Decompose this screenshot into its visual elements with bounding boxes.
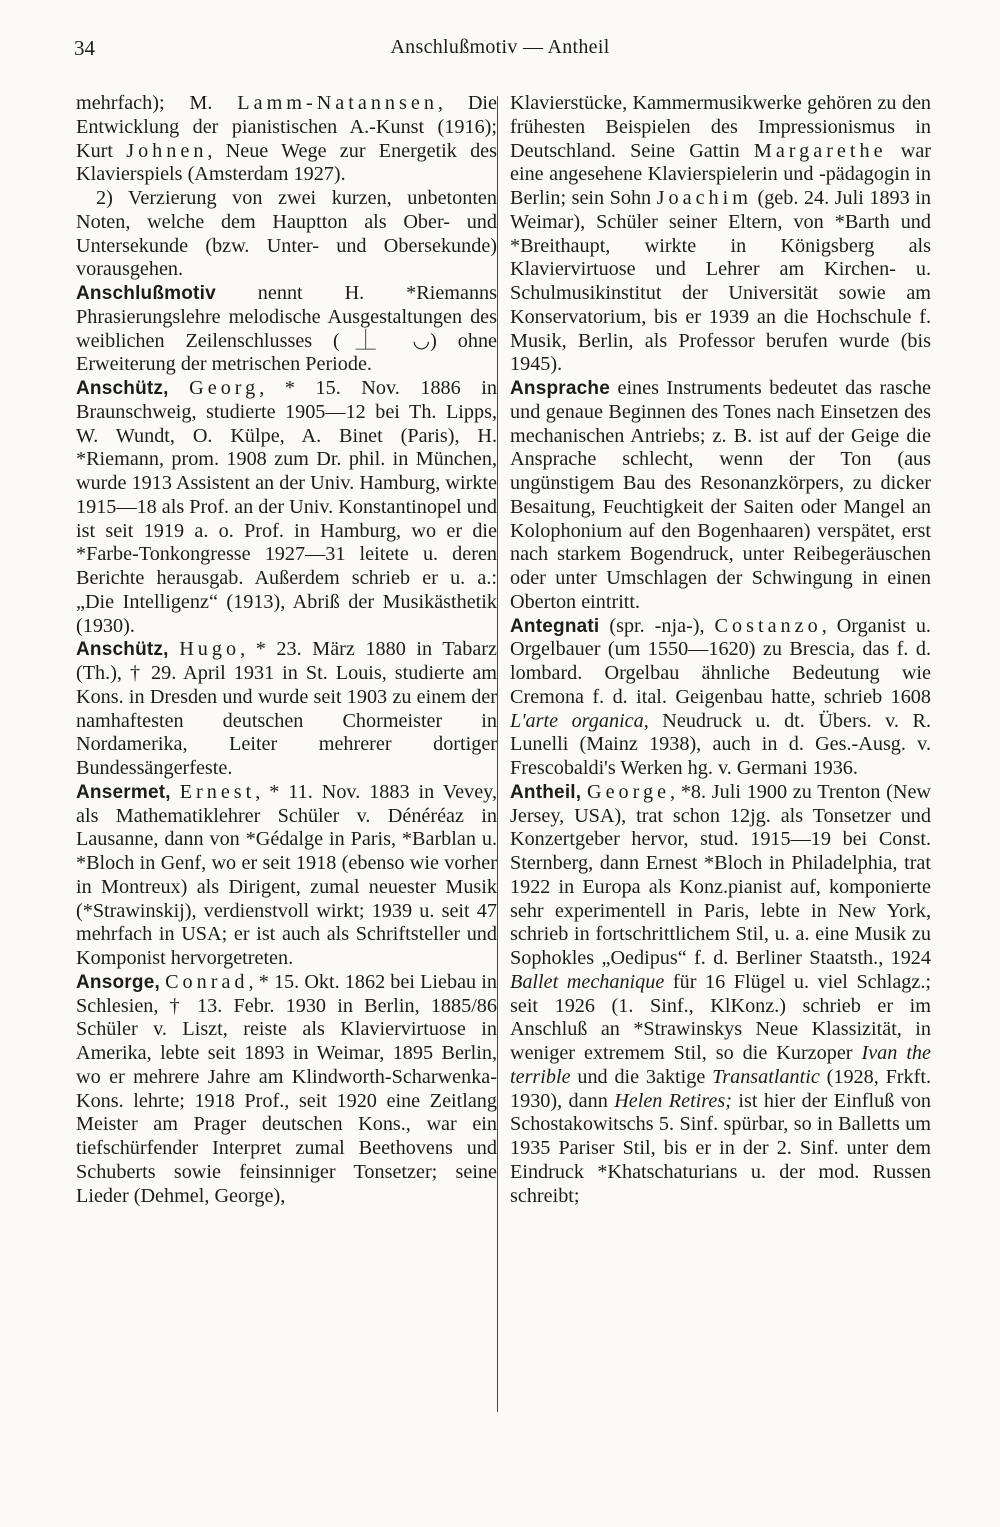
work-title: Ivan the terrible [510,1042,931,1088]
left-column [76,92,497,1208]
entry-antegnati [510,615,931,781]
headword: Antheil, [510,781,582,803]
entry-ansprache [510,377,931,615]
entry-text: , * 15. Okt. 1862 bei Liebau in Schlesien, † 13. Febr. 1930 in Berlin, 1885/86 Schüler v. Liszt, reiste als Klaviervirtuose in Amerika, lebte seit 1893 in Weimar, 1895 Berlin, wo er mehrere Jahre am Klindworth-Scharwenka-Kons. lehrte; 1918 Prof., seit 1920 eine Zeitlang Meister am Prager deutschen Kons., war ein tiefschürfender Interpret zumal Beethovens und Schuberts sowie feinsinniger Tonsetzer; seine Lieder (Dehmel, George), [76,970,497,1207]
entry-text: , * 15. Nov. 1886 in Braunschweig, studierte 1905—12 bei Th. Lipps, W. Wundt, O. Külpe, A. Binet (Paris), H. *Riemann, prom. 1908 zum Dr. phil. in München, wurde 1913 Assistent an der Univ. Hamburg, wirkte 1915—18 als Prof. an der Univ. Konstantinopel und ist seit 1919 a. o. Prof. in Hamburg, wo er die *Farbe-Tonkongresse 1927—31 leitete u. deren Berichte herausgab. Außerdem schrieb er u. a.: „Die Intelligenz“ (1913), Abriß der Musikästhetik (1930). [76,377,497,637]
entry-ansermet [76,781,497,971]
given-name: George [587,780,671,803]
spaced-name: Joachim [656,187,752,209]
given-name: Georg [189,377,260,399]
work-title: Ballet mechanique [510,970,665,993]
text-run: , Organist u. Orgelbauer (um 1550—1620) zu Brescia, das f. d. lombard. Orgelbau ähnliche Bedeutung wie Cremona f. d. ital. Geigenbau hatte, schrieb 1608 [510,614,931,708]
entry-anschlussmotiv [76,282,497,377]
headword: Ansprache [510,378,611,399]
text-run: (1928, Frkft. 1930), dann [510,1065,931,1112]
headword: Anschütz, [76,639,169,661]
entry-text: , * 11. Nov. 1883 in Vevey, als Mathematiklehrer Schüler v. Dénéréaz in Lausanne, dann von *Gédalge in Paris, *Barblan u. *Bloch in Genf, wo er seit 1918 (ebenso wie vorher in Montreux) als Dirigent, zumal neuester Musik (*Strawinskij), verdienstvoll wirkt; 1939 u. seit 47 mehrfach in USA; er ist auch als Schriftsteller und Komponist hervorgetreten. [76,780,497,969]
work-title: L'arte organica [510,709,644,732]
entry-ansorge [76,971,497,1209]
work-title: Transatlantic [712,1065,820,1088]
headword: Anschütz, [76,378,169,399]
entry-anschuetz-hugo [76,638,497,781]
page-header [74,36,926,66]
text-run: (geb. 24. Juli 1893 in Weimar), Schüler seiner Eltern, von *Barth und *Breithaupt, wirkte in Königsberg als Klaviervirtuose und Lehrer am Kirchen- u. Schulmusikinstitut der Universität sowie am Konservatorium, bis er 1939 an die Hochschule f. Musik, Berlin, als Professor berufen wurde (bis 1945). [510,187,931,376]
text-run: (spr. -nja-), [599,614,715,637]
text-run: für 16 Flügel u. viel Schlagz.; seit 1926 (1. Sinf., KlKonz.) schrieb er im Anschluß an *Strawinskys Neue Klassizität, in weniger extremem Stil, so die Kurzoper [510,970,932,1064]
headword: Ansorge, [76,971,160,993]
text-run: , Neue Wege zur Energetik des Klavierspiels (Amsterdam 1927). [76,139,497,186]
given-name: Conrad [165,970,249,993]
spaced-name: Lamm-Natannsen [237,92,438,114]
text-run: mehrfach); M. [76,92,238,114]
spaced-name: Margarethe [753,139,887,162]
given-name: Hugo [179,638,241,661]
entry-antheil [510,781,931,1209]
text-run: Klavierstücke, Kammermusikwerke gehören zu den frühesten Beispielen des Impressionismus in Deutschland. Seine Gattin [510,92,931,162]
text-run: , Die Entwicklung der pianistischen A.-Kunst (1916); Kurt [76,92,497,162]
page-number: 34 [74,36,95,60]
text-run: , *8. Juli 1900 zu Trenton (New Jersey, USA), trat schon 12jg. als Tonsetzer und Konzertgeber hervor, stud. 1915—19 bei Const. Sternberg, dann Ernest *Bloch in Philadelphia, trat 1922 in Europa als Konz.pianist auf, komponierte sehr experimentell in Paris, lebte in New York, schrieb in fortschrittlichem Stil, u. a. eine Musik zu Sophokles „Oedipus“ f. d. Berliner Staatsth., 1924 [510,780,931,969]
spaced-name: Johnen [126,139,208,162]
running-head: Anschlußmotiv — Antheil [390,36,610,58]
entry-text: , * 23. März 1880 in Tabarz (Th.), † 29. April 1931 in St. Louis, studierte am Kons. in Dresden und wurde seit 1903 zu einem der namhaftesten deutschen Chormeister in Nordamerika, Leiter mehrerer dortiger Bundessängerfeste. [76,638,497,779]
headword: Anschlußmotiv [76,283,216,304]
entry-text: nennt H. *Riemanns Phrasierungslehre melodische Ausgestaltungen des weiblichen Zeilenschlusses (⏊ ◡) ohne Erweiterung der metrischen Periode. [76,282,497,376]
right-column [510,92,931,1208]
entry-continuation [76,92,497,187]
column-rule [497,96,498,1412]
work-title: Helen Retires; [614,1089,732,1112]
text-run: und die 3aktige [570,1065,713,1088]
sense-paragraph: 2) Verzierung von zwei kurzen, unbetonten Noten, welche dem Hauptton als Ober- und Untersekunde (bzw. Unter- und Obersekunde) vorausgehen. [76,187,497,281]
headword: Antegnati [510,615,600,637]
text-run: war eine angesehene Klavierspielerin und -pädagogin in Berlin; sein Sohn [510,139,932,209]
headword: Ansermet, [76,781,171,803]
entry-ansorge-continuation [510,92,931,377]
text-run: ist hier der Einfluß von Schostakowitschs 5. Sinf. spürbar, so in Balletts um 1935 Pariser Stil, bis er in der 2. Sinf. unter dem Eindruck *Khatschaturians u. der mod. Russen schreibt; [510,1089,932,1207]
text-run: , Neudruck u. dt. Übers. v. R. Lunelli (Mainz 1938), auch in d. Ges.-Ausg. v. Frescobaldi's Werken hg. v. Germani 1936. [510,709,931,779]
entry-text: eines Instruments bedeutet das rasche und genaue Beginnen des Tones nach Einsetzen des mechanischen Antriebs; z. B. ist auf der Geige die Ansprache schlecht, wenn der Ton (aus ungünstigem Bau des Resonanzkörpers, zu dicker Besaitung, Feuchtigkeit der Saiten oder Mangel an Kolophonium auf den Bogenhaaren) verspätet, erst nach starkem Bogendruck, unter Reibegeräuschen oder unter Umschlagen der Schwingung in einen Oberton eintritt. [510,377,931,613]
entry-anschuetz-georg [76,377,497,638]
given-name: Ernest [179,780,256,803]
given-name: Costanzo [714,614,822,637]
